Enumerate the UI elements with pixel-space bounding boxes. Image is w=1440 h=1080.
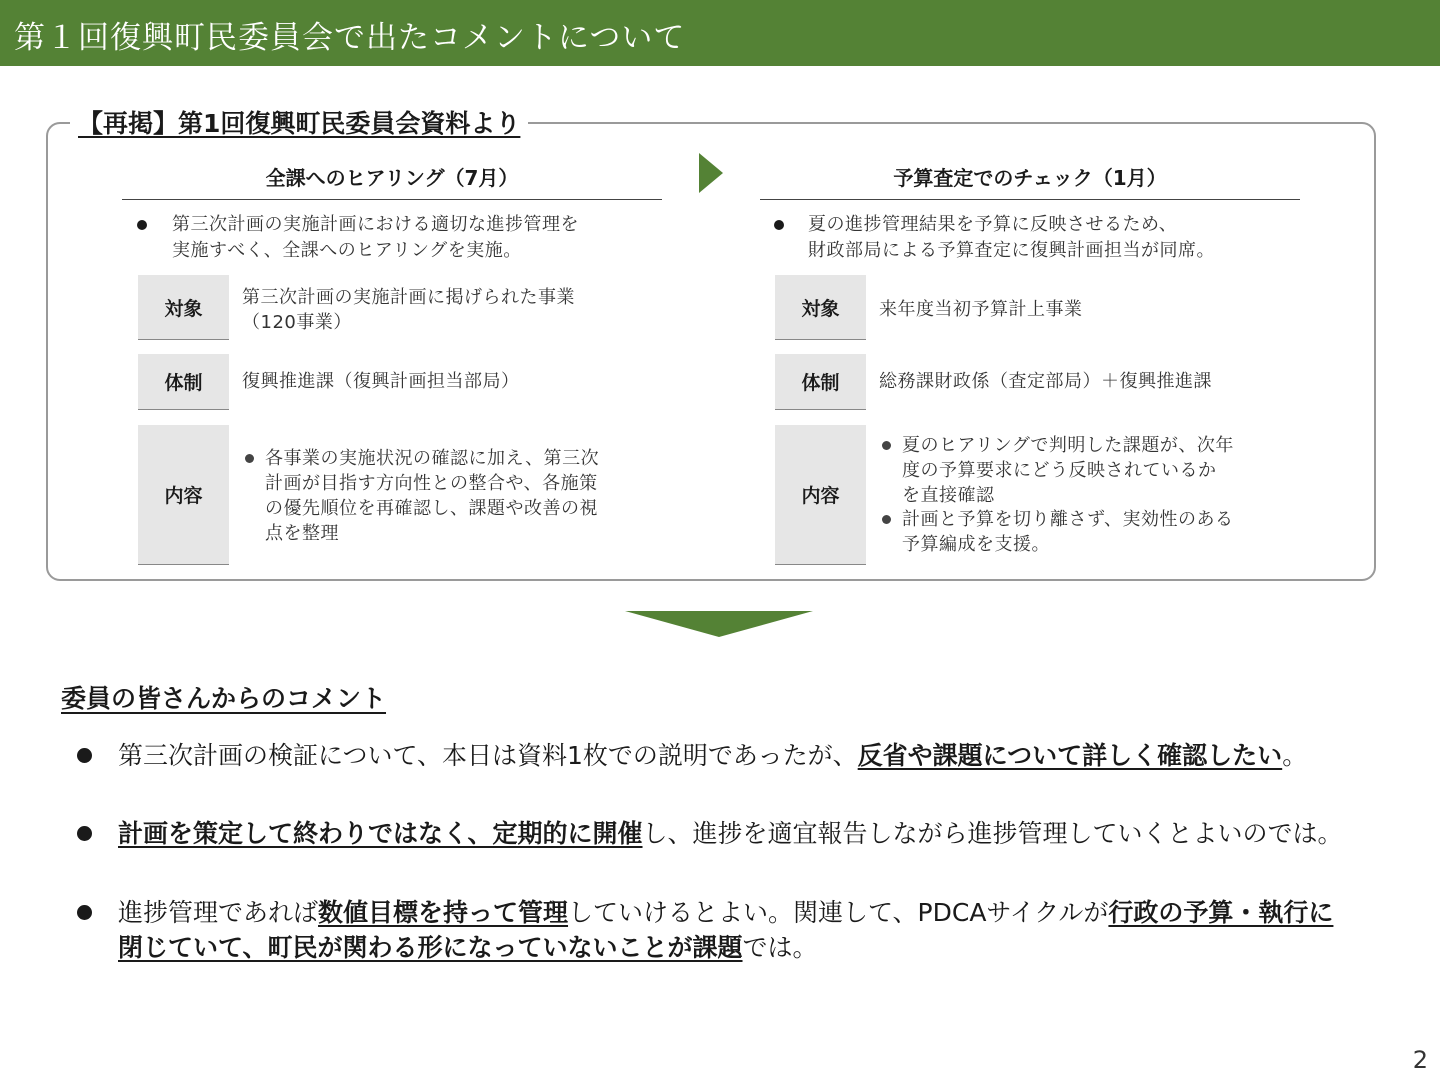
comment-emphasis: 行政の予算・執行に閉じていて、町民が関わる形になっていないことが課題 bbox=[118, 898, 1334, 962]
right-label-target: 対象 bbox=[775, 275, 866, 340]
left-content-dot bbox=[245, 454, 254, 463]
left-target-line: 第三次計画の実施計画に掲げられた事業 bbox=[242, 287, 575, 308]
left-label-content: 内容 bbox=[138, 425, 229, 565]
comment-item bbox=[118, 738, 1358, 773]
comment-bullet-dot bbox=[77, 905, 92, 920]
right-column-rule bbox=[760, 199, 1300, 200]
left-content-text bbox=[265, 446, 599, 546]
right-content-line: 予算編成を支援。 bbox=[902, 534, 1050, 555]
comment-text: 第三次計画の検証について、本日は資料1枚での説明であったが、 bbox=[118, 741, 858, 770]
right-content-dot bbox=[882, 515, 891, 524]
comment-item bbox=[118, 895, 1358, 965]
slide-title: 第１回復興町民委員会で出たコメントについて bbox=[14, 20, 686, 56]
comment-item bbox=[118, 816, 1358, 851]
right-content-line: 夏のヒアリングで判明した課題が、次年 bbox=[902, 435, 1234, 456]
right-label-content: 内容 bbox=[775, 425, 866, 565]
comment-emphasis: 数値目標を持って管理 bbox=[318, 898, 569, 927]
right-content-item-1 bbox=[902, 433, 1234, 508]
page-number: 2 bbox=[1412, 1046, 1428, 1074]
right-column-heading: 予算査定でのチェック（1月） bbox=[893, 166, 1167, 190]
left-summary-line: 実施すべく、全課へのヒアリングを実施。 bbox=[172, 240, 522, 261]
comment-emphasis: 計画を策定して終わりではなく、定期的に開催 bbox=[118, 819, 643, 848]
comment-text: では。 bbox=[742, 933, 818, 962]
left-target-text bbox=[242, 285, 575, 335]
comments-heading: 委員の皆さんからのコメント bbox=[61, 684, 387, 713]
right-label-structure: 体制 bbox=[775, 354, 866, 410]
left-label-target: 対象 bbox=[138, 275, 229, 340]
right-summary-line: 夏の進捗管理結果を予算に反映させるため、 bbox=[808, 214, 1178, 235]
left-target-line: （120事業） bbox=[242, 312, 352, 333]
right-content-item-2 bbox=[902, 507, 1234, 557]
comment-text: 進捗管理であれば bbox=[118, 898, 319, 927]
comment-text: し、進捗を適宜報告しながら進捗管理していくとよいのでは。 bbox=[642, 819, 1343, 848]
left-column-rule bbox=[122, 199, 662, 200]
right-content-line: を直接確認 bbox=[902, 485, 995, 506]
left-content-line: の優先順位を再確認し、課題や改善の視 bbox=[265, 498, 598, 519]
comment-text: していけるとよい。関連して、PDCAサイクルが bbox=[568, 898, 1109, 927]
comment-bullet-dot bbox=[77, 748, 92, 763]
comment-emphasis: 反省や課題について詳しく確認したい bbox=[857, 741, 1283, 770]
panel-title: 【再掲】第1回復興町民委員会資料より bbox=[70, 104, 528, 140]
left-column-heading: 全課へのヒアリング（7月） bbox=[265, 166, 519, 190]
right-structure-text: 総務課財政係（査定部局）＋復興推進課 bbox=[879, 371, 1212, 392]
left-label-structure: 体制 bbox=[138, 354, 229, 410]
left-bullet-dot bbox=[137, 220, 147, 230]
left-content-line: 各事業の実施状況の確認に加え、第三次 bbox=[265, 448, 600, 469]
left-content-line: 点を整理 bbox=[265, 523, 339, 544]
left-content-line: 計画が目指す方向性との整合や、各施策 bbox=[265, 473, 598, 494]
left-summary-line: 第三次計画の実施計画における適切な進捗管理を bbox=[172, 214, 579, 235]
arrow-right-icon bbox=[699, 153, 723, 193]
comment-bullet-dot bbox=[77, 826, 92, 841]
comment-text: 。 bbox=[1282, 741, 1308, 770]
right-content-line: 度の予算要求にどう反映されているか bbox=[902, 460, 1217, 481]
right-summary-line: 財政部局による予算査定に復興計画担当が同席。 bbox=[808, 240, 1215, 261]
right-target-text: 来年度当初予算計上事業 bbox=[879, 299, 1083, 320]
slide-header bbox=[0, 0, 1440, 66]
left-structure-text: 復興推進課（復興計画担当部局） bbox=[242, 371, 520, 392]
right-content-line: 計画と予算を切り離さず、実効性のある bbox=[902, 509, 1234, 530]
right-content-dot bbox=[882, 441, 891, 450]
left-summary bbox=[172, 212, 579, 264]
right-bullet-dot bbox=[774, 220, 784, 230]
arrow-down-icon bbox=[625, 611, 813, 637]
right-summary bbox=[808, 212, 1215, 264]
